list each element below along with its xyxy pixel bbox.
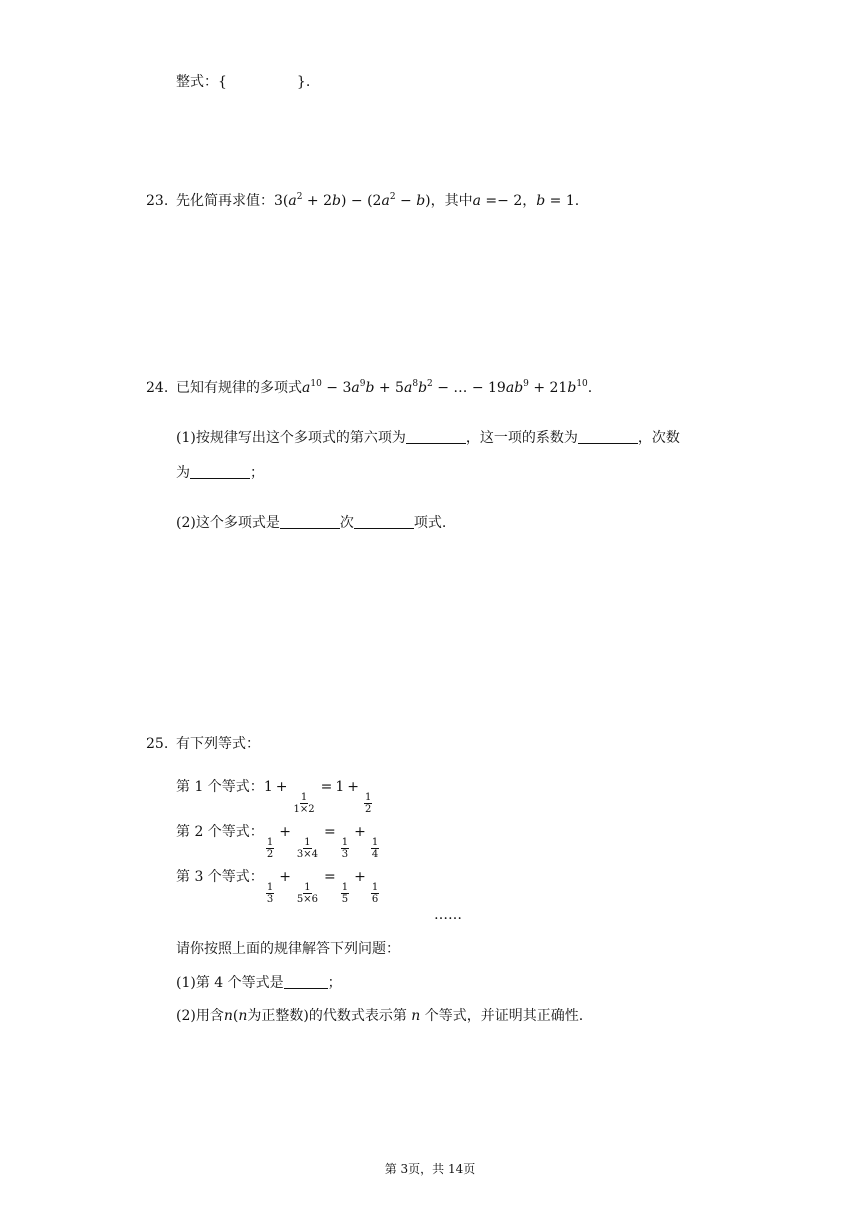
answer-blank[interactable] xyxy=(578,429,638,444)
q23-condition: a =− 2，b = 1. xyxy=(472,193,580,209)
open-brace: { xyxy=(218,74,227,90)
fraction: $\frac{1}{3\times 4}$ xyxy=(296,837,319,860)
question-23-number: 23. xyxy=(146,193,169,209)
answer-blank[interactable] xyxy=(284,974,328,989)
q24-polynomial: $a^{10} - 3a^9b + 5a^8b^2$ − … − $19ab^9 + 21b^{10}$. xyxy=(302,379,593,396)
fraction: $\frac{1}{3}$ xyxy=(341,837,349,860)
question-23-text xyxy=(176,191,579,211)
page-footer: 第 3页，共 14页 xyxy=(384,1162,476,1176)
integral-expression-line xyxy=(176,72,310,92)
answer-blank[interactable] xyxy=(354,514,414,529)
fraction: $\frac{1}{5}$ xyxy=(341,882,349,905)
question-24-part-2: (2)这个多项式是 次 项式. xyxy=(176,515,447,531)
question-24-number: 24. xyxy=(146,380,169,396)
fraction: $\frac{1}{1\times 2}$ xyxy=(293,792,315,815)
answer-blank[interactable] xyxy=(280,514,340,529)
question-24-part-1-cont: 为 ； xyxy=(176,465,264,481)
question-25-number: 25. xyxy=(146,736,169,752)
question-24-prompt: 已知有规律的多项式 xyxy=(176,380,302,396)
question-24-text xyxy=(176,378,592,398)
fraction: $\frac{1}{2}$ xyxy=(266,837,274,860)
question-24-part-1: (1)按规律写出这个多项式的第六项为 ，这一项的系数为 ，次数 xyxy=(176,430,680,446)
q23-expression: $3(a^2 + 2b) - (2a^2 - b)$ xyxy=(274,192,431,209)
fraction: $\frac{1}{2}$ xyxy=(364,792,372,815)
integral-expression-label: 整式： xyxy=(176,74,218,90)
fraction: $\frac{1}{3}$ xyxy=(266,882,274,905)
question-25-instruction: 请你按照上面的规律解答下列问题： xyxy=(176,941,400,957)
fraction: $\frac{1}{4}$ xyxy=(371,837,379,860)
answer-blank[interactable] xyxy=(406,429,466,444)
ellipsis: …… xyxy=(434,907,462,923)
close-brace: }. xyxy=(296,74,311,90)
question-25-part-1: (1)第 4 个等式是 ； xyxy=(176,975,342,991)
question-25-intro: 有下列等式： xyxy=(176,736,260,752)
q23-condition-text: ，其中 xyxy=(430,193,473,209)
equation-3: 第 3 个等式： $\frac{1}{3}$ + $\frac{1}{5\times 6}$ = $\frac{1}{5}$ + $\frac{1}{6}$ xyxy=(176,869,379,905)
equation-2: 第 2 个等式： $\frac{1}{2}$ + $\frac{1}{3\times 4}$ = $\frac{1}{3}$ + $\frac{1}{4}$ xyxy=(176,824,379,860)
fraction: $\frac{1}{6}$ xyxy=(371,882,379,905)
fraction: $\frac{1}{5\times 6}$ xyxy=(296,882,319,905)
equation-1: 第 1 个等式：1 + $\frac{1}{1\times 2}$ = 1 + $\frac{1}{2}$ xyxy=(176,779,372,815)
question-25-part-2: (2)用含n(n为正整数)的代数式表示第 n 个等式，并证明其正确性. xyxy=(176,1008,584,1024)
question-23-prompt: 先化简再求值： xyxy=(176,193,274,209)
answer-blank[interactable] xyxy=(190,464,250,479)
